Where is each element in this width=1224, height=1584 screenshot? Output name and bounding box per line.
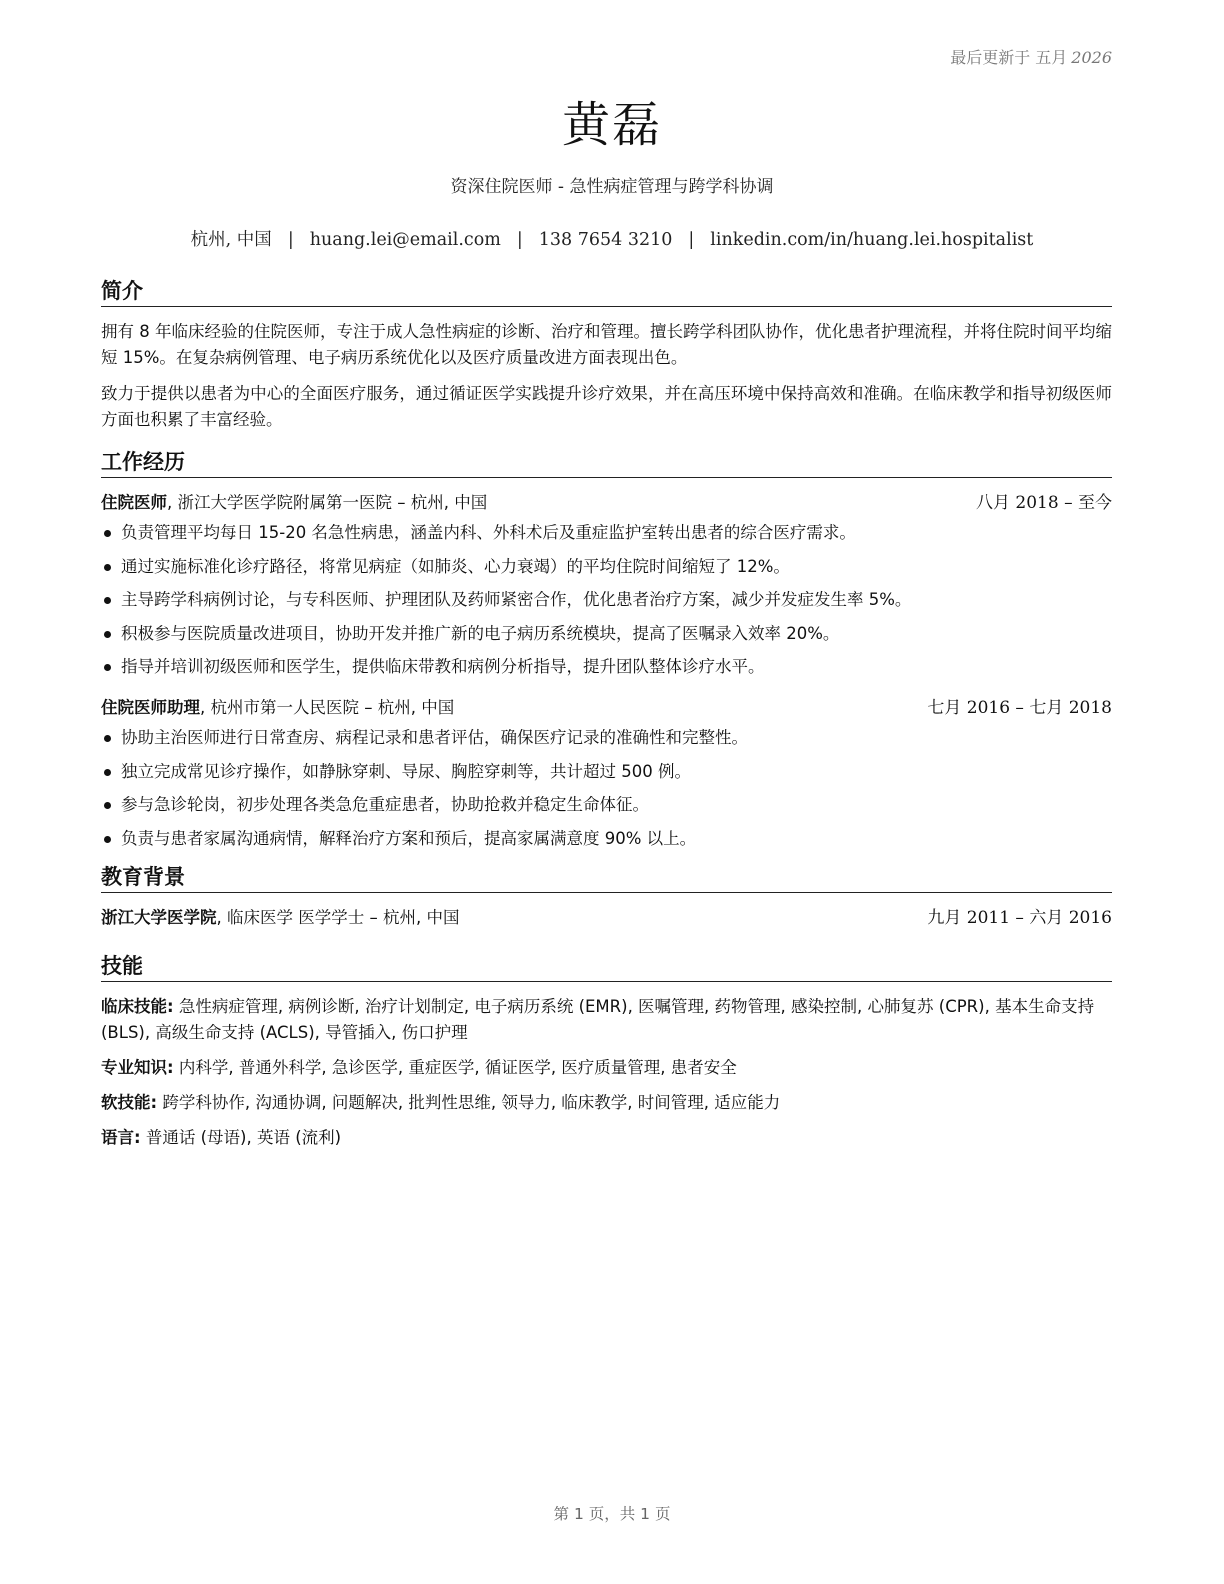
education-date: 九月 2011 – 六月 2016 (927, 907, 1112, 928)
education-school: 浙江大学医学院 (101, 907, 217, 927)
job-bullet: 指导并培训初级医师和医学生，提供临床带教和病例分析指导，提升团队整体诊疗水平。 (101, 654, 1112, 680)
job-org: , 浙江大学医学院附属第一医院 – 杭州, 中国 (167, 493, 488, 512)
job-entry (101, 490, 1112, 680)
skill-row (101, 1090, 1112, 1116)
skill-label: 专业知识: (101, 1057, 174, 1077)
skill-label: 软技能: (101, 1092, 158, 1112)
job-bullets (101, 520, 1112, 680)
skill-value: 跨学科协作, 沟通协调, 问题解决, 批判性思维, 领导力, 临床教学, 时间管理, 适应能力 (157, 1092, 781, 1112)
job-header (101, 490, 1112, 516)
skill-value: 普通话 (母语), 英语 (流利) (140, 1127, 342, 1147)
job-org: , 杭州市第一人民医院 – 杭州, 中国 (200, 698, 455, 717)
last-updated-label: 最后更新于 五月 (950, 48, 1068, 67)
last-updated-year: 2026 (1071, 48, 1112, 67)
section-title-education: 教育背景 (101, 864, 1112, 893)
job-bullet: 协助主治医师进行日常查房、病程记录和患者评估，确保医疗记录的准确性和完整性。 (101, 725, 1112, 751)
education-school-degree (101, 905, 459, 931)
job-date: 八月 2018 – 至今 (976, 493, 1112, 513)
job-bullets (101, 725, 1112, 852)
contact-line (0, 226, 1224, 251)
job-role: 住院医师 (101, 493, 167, 512)
experience-section (101, 449, 1112, 852)
education-section (101, 864, 1112, 931)
summary-section (101, 278, 1112, 433)
contact-phone[interactable]: 138 7654 3210 (538, 230, 673, 250)
skill-row (101, 994, 1112, 1046)
job-entry (101, 695, 1112, 852)
job-role: 住院医师助理 (101, 698, 200, 717)
skills-section (101, 953, 1112, 1151)
skill-value: 急性病症管理, 病例诊断, 治疗计划制定, 电子病历系统 (EMR), 医嘱管理, 药物管理, 感染控制, 心肺复苏 (CPR), 基本生命支持 (BLS), 高级生命支持 (ACLS), 导管插入, 伤口护理 (101, 996, 1095, 1042)
last-updated (950, 45, 1112, 68)
section-title-skills: 技能 (101, 953, 1112, 982)
contact-location: 杭州, 中国 (190, 230, 272, 250)
job-bullet: 负责管理平均每日 15-20 名急性病患，涵盖内科、外科术后及重症监护室转出患者的综合医疗需求。 (101, 520, 1112, 546)
contact-linkedin[interactable]: linkedin.com/in/huang.lei.hospitalist (710, 230, 1034, 250)
contact-separator: | (287, 230, 294, 250)
job-role-org (101, 695, 454, 721)
job-bullet: 负责与患者家属沟通病情，解释治疗方案和预后，提高家属满意度 90% 以上。 (101, 826, 1112, 852)
job-bullet: 参与急诊轮岗，初步处理各类急危重症患者，协助抢救并稳定生命体征。 (101, 792, 1112, 818)
job-bullet: 独立完成常见诊疗操作，如静脉穿刺、导尿、胸腔穿刺等，共计超过 500 例。 (101, 759, 1112, 785)
candidate-name: 黄磊 (561, 97, 662, 153)
contact-separator: | (688, 230, 695, 250)
section-title-summary: 简介 (101, 278, 1112, 307)
resume-body (101, 278, 1112, 1160)
skill-row (101, 1055, 1112, 1081)
section-title-experience: 工作经历 (101, 449, 1112, 478)
page-footer: 第 1 页，共 1 页 (553, 1505, 671, 1523)
summary-paragraph: 致力于提供以患者为中心的全面医疗服务，通过循证医学实践提升诊疗效果，并在高压环境中保持高效和准确。在临床教学和指导初级医师方面也积累了丰富经验。 (101, 384, 1112, 429)
job-header (101, 695, 1112, 721)
skill-value: 内科学, 普通外科学, 急诊医学, 重症医学, 循证医学, 医疗质量管理, 患者安全 (173, 1057, 737, 1077)
job-bullet: 积极参与医院质量改进项目，协助开发并推广新的电子病历系统模块，提高了医嘱录入效率 20%。 (101, 621, 1112, 647)
skill-label: 语言: (101, 1127, 141, 1147)
education-detail: , 临床医学 医学学士 – 杭州, 中国 (216, 907, 460, 927)
education-entry (101, 905, 1112, 931)
job-bullet: 通过实施标准化诊疗路径，将常见病症（如肺炎、心力衰竭）的平均住院时间缩短了 12%。 (101, 554, 1112, 580)
contact-email[interactable]: huang.lei@email.com (309, 230, 501, 250)
job-bullet: 主导跨学科病例讨论，与专科医师、护理团队及药师紧密合作，优化患者治疗方案，减少并发症发生率 5%。 (101, 587, 1112, 613)
skill-label: 临床技能: (101, 996, 174, 1016)
headline: 资深住院医师 - 急性病症管理与跨学科协调 (450, 177, 774, 197)
job-date: 七月 2016 – 七月 2018 (927, 698, 1112, 718)
summary-paragraph: 拥有 8 年临床经验的住院医师，专注于成人急性病症的诊断、治疗和管理。擅长跨学科团队协作，优化患者护理流程，并将住院时间平均缩短 15%。在复杂病例管理、电子病历系统优化以及医疗质量改进方面表现出色。 (101, 322, 1112, 367)
job-role-org (101, 490, 487, 516)
contact-separator: | (516, 230, 523, 250)
skill-row (101, 1125, 1112, 1151)
